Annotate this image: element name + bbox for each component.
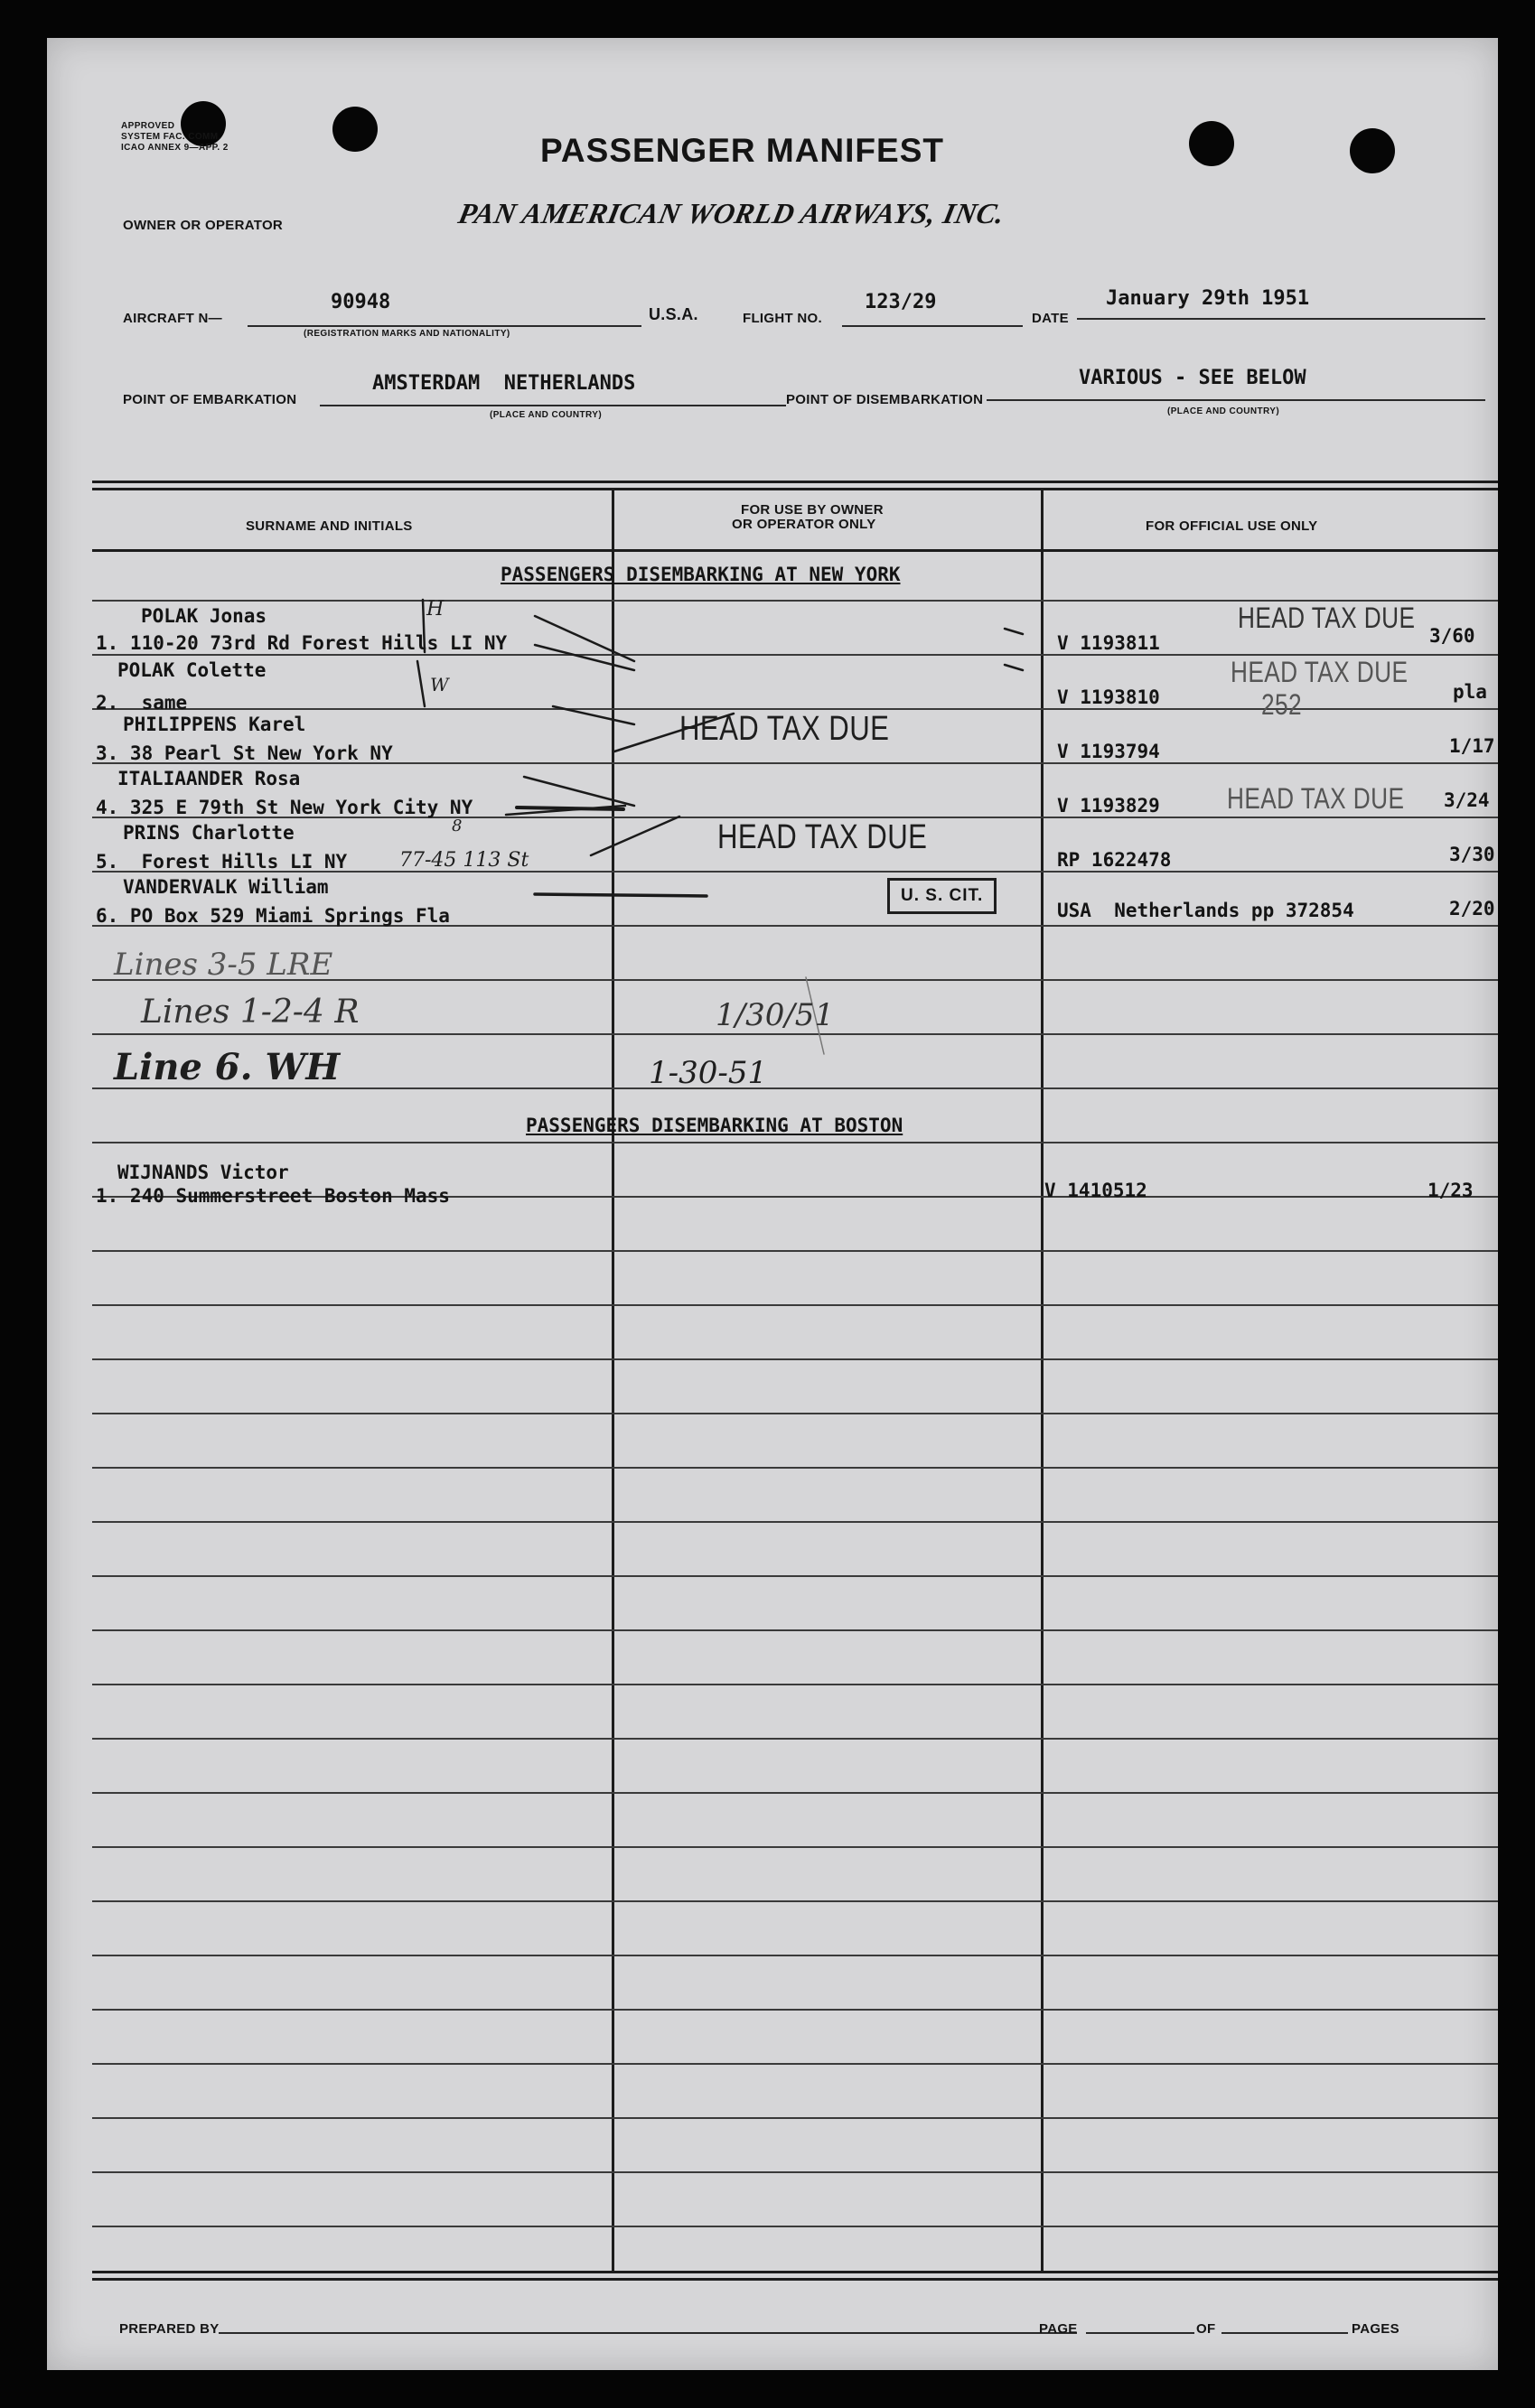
passenger-name: PRINS Charlotte — [123, 822, 295, 844]
embark-caption: (PLACE AND COUNTRY) — [490, 410, 603, 420]
usa-label: U.S.A. — [649, 305, 698, 323]
row-rule — [92, 2171, 1498, 2173]
of-underline — [1221, 2332, 1348, 2334]
passenger-note: 1/17 — [1449, 735, 1495, 757]
aircraft-number: 90948 — [331, 291, 391, 313]
manifest-page — [47, 38, 1498, 2370]
passenger-note: 1/23 — [1427, 1180, 1474, 1201]
passenger-doc: V 1193829 — [1057, 795, 1160, 817]
passenger-doc: V 1193811 — [1057, 632, 1160, 654]
passenger-address: 1. 110-20 73rd Rd Forest Hills LI NY — [96, 632, 508, 654]
table-bottom-rule-2 — [92, 2278, 1498, 2281]
passenger-note: pla — [1453, 681, 1487, 703]
flight-date: January 29th 1951 — [1106, 287, 1310, 310]
owner-label: OWNER OR OPERATOR — [123, 218, 284, 233]
handwritten-note-b: Lines 1-2-4 R — [141, 994, 360, 1031]
row-rule — [92, 2117, 1498, 2119]
us-citizen-stamp: U. S. CIT. — [887, 878, 997, 914]
approval-line-2: SYSTEM FAC. COMM. — [121, 132, 221, 142]
embark-label: POINT OF EMBARKATION — [123, 392, 297, 407]
row-rule — [92, 1521, 1498, 1523]
passenger-address: 2. same — [96, 692, 188, 714]
row-rule — [92, 1413, 1498, 1414]
prepared-underline — [219, 2332, 1077, 2334]
prepared-by-label: PREPARED BY — [119, 2321, 220, 2337]
handwritten-note-b-date: 1/30/51 — [716, 997, 835, 1033]
approval-line-1: APPROVED — [121, 121, 175, 131]
passenger-note: 3/24 — [1444, 789, 1490, 811]
row-rule — [92, 2226, 1498, 2227]
passenger-doc: V 1193794 — [1057, 741, 1160, 762]
passenger-name: ITALIAANDER Rosa — [117, 768, 301, 789]
embark-place: AMSTERDAM NETHERLANDS — [372, 372, 636, 395]
col-header-official: FOR OFFICIAL USE ONLY — [1146, 518, 1318, 534]
stamp-number: 252 — [1261, 688, 1303, 721]
col-header-owner-2: OR OPERATOR ONLY — [732, 517, 876, 532]
form-title: PASSENGER MANIFEST — [540, 132, 944, 169]
page-underline — [1086, 2332, 1194, 2334]
date-label: DATE — [1032, 311, 1069, 326]
row-rule — [92, 1684, 1498, 1685]
passenger-address: 5. Forest Hills LI NY — [96, 851, 348, 873]
passenger-name: WIJNANDS Victor — [117, 1162, 289, 1183]
row-rule — [92, 1575, 1498, 1577]
handwritten-row5-address: 77-45 113 St — [399, 849, 529, 872]
handwritten-mark-row1: H — [426, 598, 445, 621]
row-rule — [92, 1955, 1498, 1956]
handwritten-note-c: Line 6. WH — [114, 1046, 341, 1088]
flight-number: 123/29 — [865, 291, 937, 313]
head-tax-stamp: HEAD TAX DUE — [1238, 602, 1416, 634]
of-label: OF — [1196, 2321, 1216, 2337]
table-bottom-rule-1 — [92, 2271, 1498, 2273]
passenger-doc: USA Netherlands pp 372854 — [1057, 900, 1354, 921]
row-rule — [92, 1358, 1498, 1360]
owner-head-tax-stamp: HEAD TAX DUE — [717, 818, 928, 856]
row-rule — [92, 1304, 1498, 1306]
passenger-name: PHILIPPENS Karel — [123, 714, 306, 735]
handwritten-mark-row2: W — [430, 674, 449, 695]
passenger-address: 1. 240 Summerstreet Boston Mass — [96, 1185, 450, 1207]
row-rule — [92, 1900, 1498, 1902]
row-rule — [92, 1738, 1498, 1740]
passenger-note: 2/20 — [1449, 898, 1495, 919]
handwritten-note-a: Lines 3-5 LRE — [114, 947, 333, 983]
passenger-address: 6. PO Box 529 Miami Springs Fla — [96, 905, 450, 927]
row-rule — [92, 2009, 1498, 2011]
passenger-note: 3/60 — [1429, 625, 1475, 647]
col-header-owner-1: FOR USE BY OWNER — [741, 502, 884, 518]
page-label: PAGE — [1039, 2321, 1078, 2337]
col-header-surname: SURNAME AND INITIALS — [246, 518, 413, 534]
passenger-doc: RP 1622478 — [1057, 849, 1172, 871]
disembark-caption: (PLACE AND COUNTRY) — [1167, 406, 1280, 416]
passenger-doc: V 1410512 — [1044, 1180, 1147, 1201]
owner-head-tax-stamp: HEAD TAX DUE — [679, 710, 890, 748]
row-rule — [92, 1792, 1498, 1794]
passenger-name: VANDERVALK William — [123, 876, 329, 898]
passenger-name: POLAK Jonas — [141, 605, 267, 627]
row-rule — [92, 1250, 1498, 1252]
registration-caption: (REGISTRATION MARKS AND NATIONALITY) — [304, 329, 510, 339]
section-heading-new-york: PASSENGERS DISEMBARKING AT NEW YORK — [501, 564, 901, 585]
disembark-label: POINT OF DISEMBARKATION — [786, 392, 984, 407]
pages-label: PAGES — [1352, 2321, 1399, 2337]
passenger-doc: V 1193810 — [1057, 686, 1160, 708]
head-tax-stamp: HEAD TAX DUE — [1227, 782, 1405, 815]
passenger-name: POLAK Colette — [117, 659, 267, 681]
flight-label: FLIGHT NO. — [743, 311, 822, 326]
airline-name: PAN AMERICAN WORLD AIRWAYS, INC. — [455, 197, 1008, 229]
row-rule — [92, 1467, 1498, 1469]
approval-line-3: ICAO ANNEX 9—APP. 2 — [121, 143, 229, 153]
aircraft-label: AIRCRAFT N— — [123, 311, 222, 326]
section-heading-boston: PASSENGERS DISEMBARKING AT BOSTON — [526, 1115, 903, 1136]
row-rule — [92, 1629, 1498, 1631]
disembark-place: VARIOUS - SEE BELOW — [1079, 367, 1306, 389]
handwritten-row5-num: 8 — [452, 817, 463, 835]
passenger-address: 3. 38 Pearl St New York NY — [96, 742, 393, 764]
pen-strokes — [47, 38, 1498, 1212]
handwritten-note-c-date: 1-30-51 — [649, 1055, 768, 1091]
row-rule — [92, 2063, 1498, 2065]
row-rule — [92, 1846, 1498, 1848]
passenger-note: 3/30 — [1449, 844, 1495, 865]
passenger-address: 4. 325 E 79th St New York City NY — [96, 797, 473, 818]
head-tax-stamp: HEAD TAX DUE — [1231, 656, 1409, 688]
